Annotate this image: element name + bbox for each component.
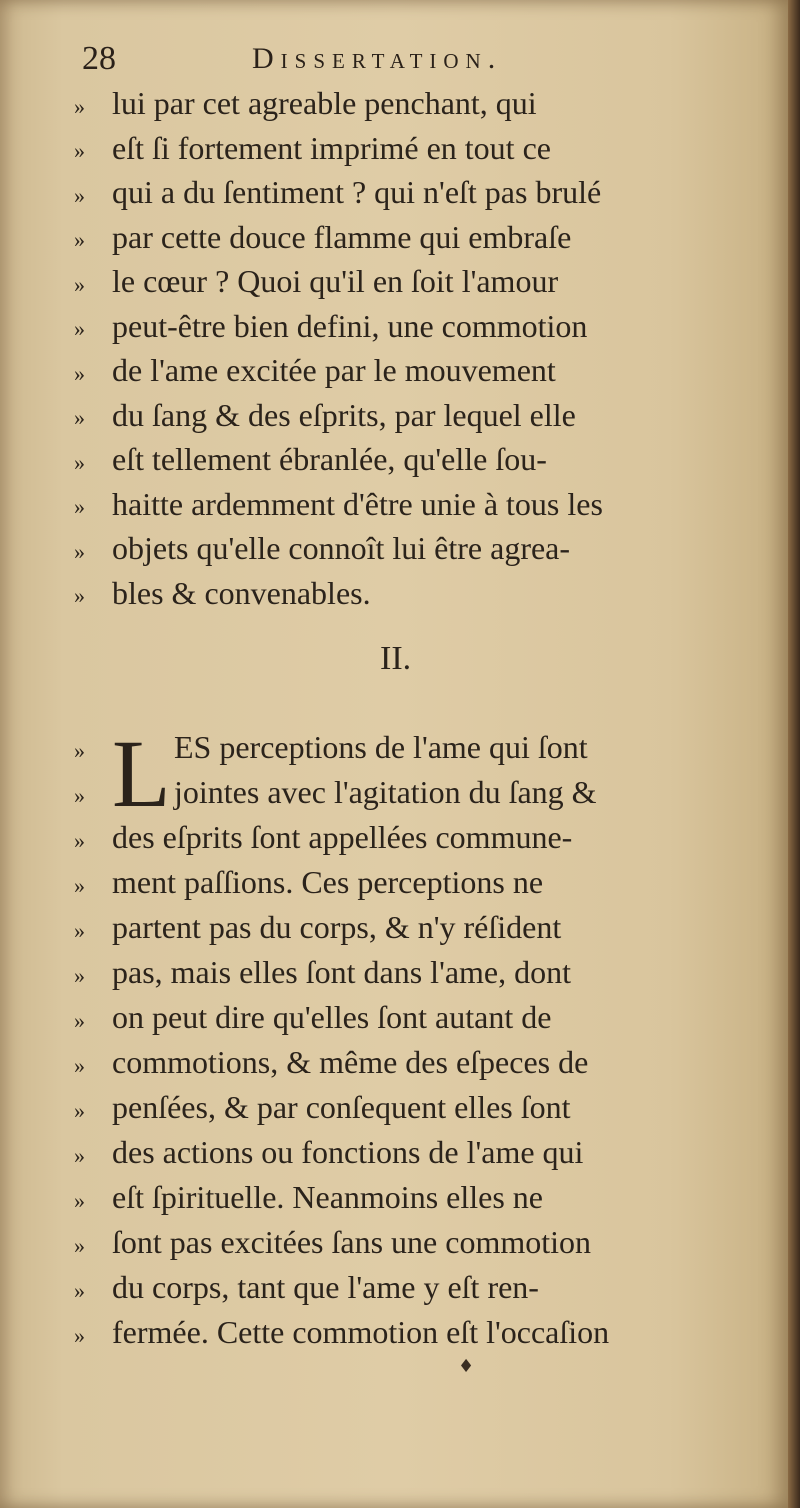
quote-mark: » [74,138,85,164]
quote-mark: » [74,1322,85,1348]
page-number: 28 [82,40,116,77]
text-line [74,347,754,393]
line-text: penſées, & par conſequent elles ſont [112,1089,571,1125]
text-line [74,814,754,860]
text-line [74,481,754,527]
line-text: du corps, tant que l'ame y eſt ren- [112,1269,539,1305]
text-line [74,125,754,171]
quote-mark: » [74,1232,85,1258]
quote-mark: » [74,360,85,386]
text-line [74,1084,754,1130]
quote-mark: » [74,1187,85,1213]
quote-mark: » [74,1007,85,1033]
line-text: pas, mais elles ſont dans l'ame, dont [112,954,572,990]
line-text: du ſang & des eſprits, par lequel elle [112,396,576,433]
line-text: des eſprits ſont appellées commune- [112,819,573,855]
text-line [74,1129,754,1175]
quote-mark: » [74,827,85,853]
quote-mark: » [74,227,85,253]
line-text: ES perceptions de l'ame qui ſont [174,729,588,765]
section-heading: II. [380,640,412,677]
quote-mark: » [74,1277,85,1303]
line-text: des actions ou fonctions de l'ame qui [112,1134,584,1170]
quote-mark: » [74,782,85,808]
text-line [74,769,754,815]
line-text: commotions, & même des eſpeces de [112,1044,589,1080]
text-line [74,258,754,304]
line-text: fermée. Cette commotion eſt l'occaſion [112,1314,610,1350]
text-line [74,303,754,349]
quote-mark: » [74,494,85,520]
text-line [74,525,754,571]
quote-mark: » [74,449,85,475]
text-line [74,904,754,950]
drop-cap: L [112,720,171,827]
line-text: objets qu'elle connoît lui être agrea- [112,530,571,566]
line-text: de l'ame excitée par le mouvement [112,352,556,388]
line-text: eſt tellement ébranlée, qu'elle ſou- [112,441,547,477]
text-line [74,1174,754,1220]
text-line [74,724,754,770]
quote-mark: » [74,316,85,342]
quote-mark: » [74,538,85,564]
quote-mark: » [74,405,85,431]
line-text: peut-être bien defini, une commotion [112,307,588,344]
line-text: on peut dire qu'elles ſont autant de [112,999,552,1035]
text-line [74,436,754,482]
line-text: par cette douce flamme qui embraſe [112,218,572,255]
quote-mark: » [74,962,85,988]
quote-mark: » [74,1097,85,1123]
text-line [74,949,754,995]
line-text: ſont pas excitées ſans une commotion [112,1224,591,1260]
quote-mark: » [74,583,85,609]
text-line [74,169,754,215]
text-line [74,1219,754,1265]
line-text: qui a du ſentiment ? qui n'eſt pas brulé [112,174,602,210]
quote-mark: » [74,271,85,297]
line-text: lui par cet agreable penchant, qui [112,85,537,121]
text-line [74,994,754,1040]
quote-mark: » [74,917,85,943]
line-text: bles & convenables. [112,574,371,611]
quote-mark: » [74,182,85,208]
text-line [74,1309,754,1355]
text-line [74,1039,754,1085]
text-line [74,859,754,905]
line-text: ment paſſions. Ces perceptions ne [112,864,544,900]
text-line [74,1264,754,1310]
quote-mark: » [74,872,85,898]
line-text: eſt ſpirituelle. Neanmoins elles ne [112,1179,543,1215]
line-text: jointes avec l'agitation du ſang & [174,774,597,810]
quote-mark: » [74,1142,85,1168]
running-title: Dissertation. [252,42,503,75]
line-text: eſt ſi fortement imprimé en tout ce [112,129,551,166]
line-text: le cœur ? Quoi qu'il en ſoit l'amour [112,263,559,299]
line-text: partent pas du corps, & n'y réſident [112,909,562,945]
text-line [74,80,754,126]
quote-mark: » [74,93,85,119]
text-line [74,214,754,260]
text-line [74,392,754,438]
book-edge [788,0,800,1508]
text-line [74,570,754,616]
ornament-mark: ♦ [458,1356,475,1377]
quote-mark: » [74,737,85,763]
quote-mark: » [74,1052,85,1078]
line-text: haitte ardemment d'être unie à tous les [112,485,603,522]
